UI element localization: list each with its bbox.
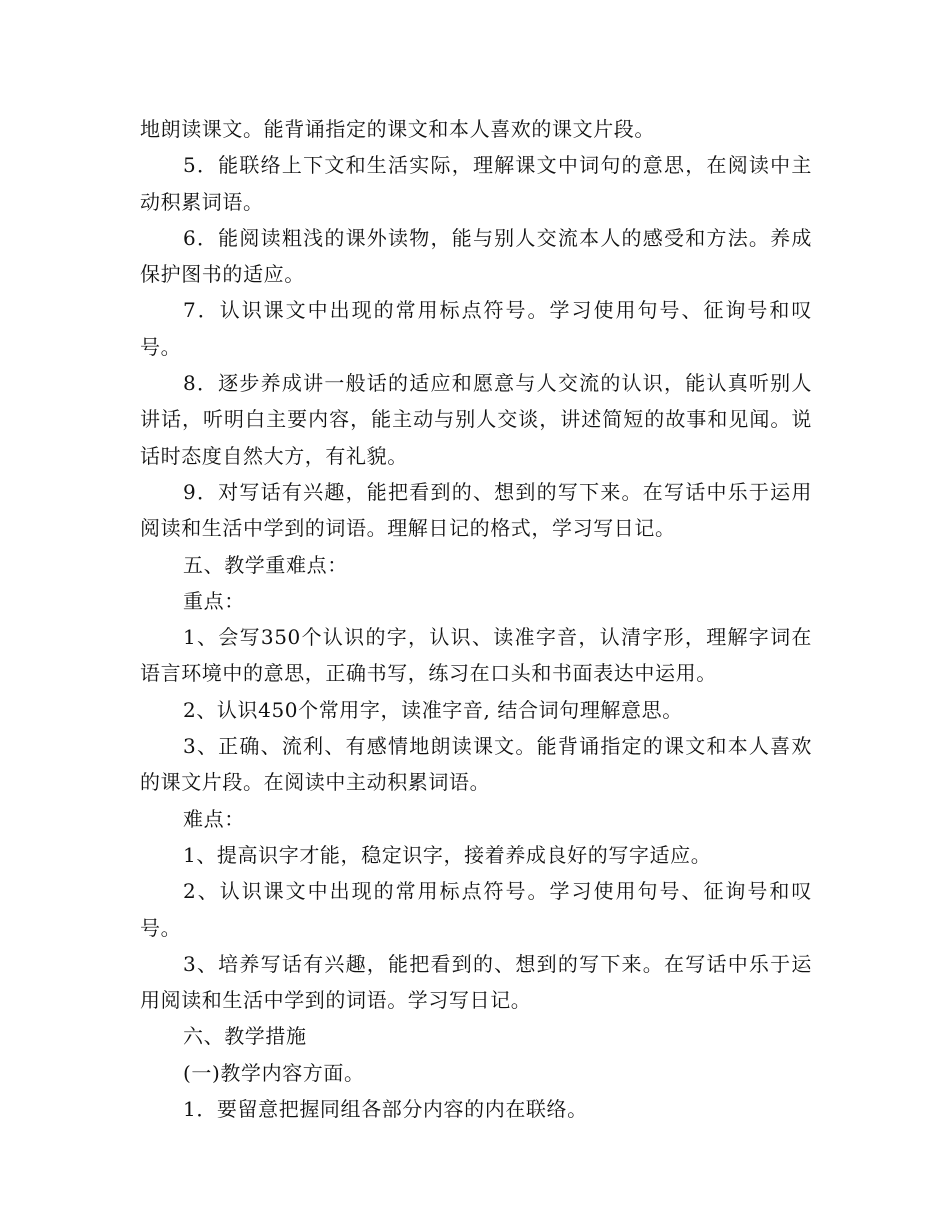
paragraph: 7．认识课文中出现的常用标点符号。学习使用句号、征询号和叹号。 [140, 298, 812, 359]
section-heading: 六、教学措施 [183, 1024, 307, 1049]
paragraph: 2、认识450个常用字，读准字音, 结合词句理解意思。 [183, 697, 683, 722]
paragraph: 地朗读课文。能背诵指定的课文和本人喜欢的课文片段。 [140, 117, 655, 141]
section-heading: 五、教学重难点： [183, 552, 348, 577]
paragraph: 5．能联络上下文和生活实际，理解课文中词句的意思，在阅读中主动积累词语。 [140, 153, 812, 214]
document-page [140, 111, 812, 1127]
paragraph: 2、认识课文中出现的常用标点符号。学习使用句号、征询号和叹号。 [140, 879, 812, 940]
paragraph: 9．对写话有兴趣，能把看到的、想到的写下来。在写话中乐于运用阅读和生活中学到的词语。理解日记的格式，学习写日记。 [140, 479, 812, 541]
paragraph: 8．逐步养成讲一般话的适应和愿意与人交流的认识，能认真听别人讲话，听明白主要内容，能主动与别人交谈，讲述简短的故事和见闻。说话时态度自然大方，有礼貌。 [140, 371, 812, 468]
paragraph: 3、培养写话有兴趣，能把看到的、想到的写下来。在写话中乐于运用阅读和生活中学到的词语。学习写日记。 [140, 951, 812, 1013]
subheading-difficulties: 难点： [183, 806, 245, 831]
paragraph: 1、提高识字才能，稳定识字，接着养成良好的写字适应。 [183, 842, 712, 867]
paragraph: 1、会写350个认识的字，认识、读准字音，认清字形，理解字词在语言环境中的意思，正确书写，练习在口头和书面表达中运用。 [140, 625, 812, 686]
paragraph: 6．能阅读粗浅的课外读物，能与别人交流本人的感受和方法。养成保护图书的适应。 [140, 225, 812, 287]
paragraph: 1．要留意把握同组各部分内容的内在联络。 [183, 1097, 588, 1122]
subheading-key-points: 重点： [183, 588, 245, 613]
subsection-heading: (一)教学内容方面。 [183, 1060, 365, 1085]
paragraph: 3、正确、流利、有感情地朗读课文。能背诵指定的课文和本人喜欢的课文片段。在阅读中主动积累词语。 [140, 734, 812, 795]
